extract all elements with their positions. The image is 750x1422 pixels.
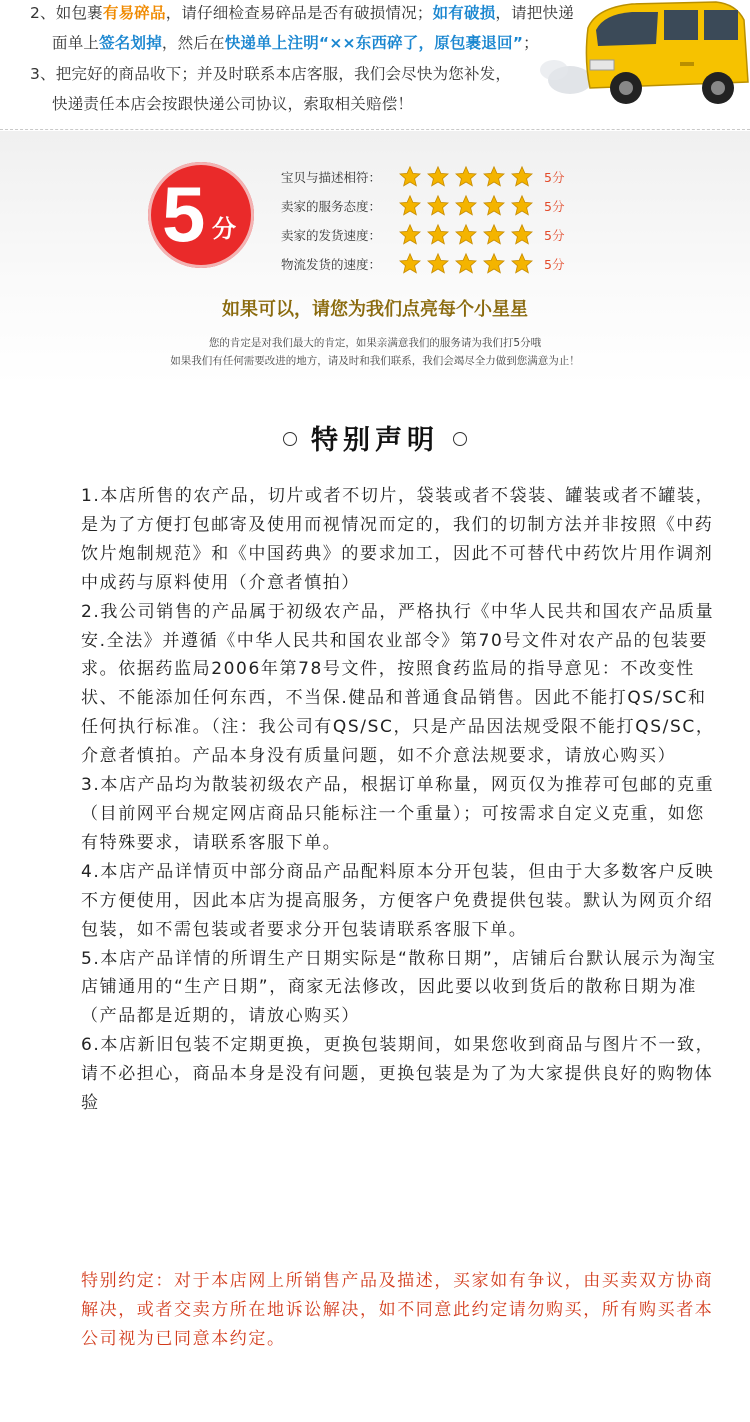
rating-label: 卖家的服务态度： [281, 198, 382, 214]
star-rating [398, 165, 536, 189]
note-highlight: 如有破损 [432, 4, 496, 22]
star-icon [398, 223, 422, 247]
declaration-paragraph: 1.本店所售的农产品，切片或者不切片，袋装或者不袋装、罐装或者不罐装，是为了方便打包邮寄及使用而视情况而定的，我们的切制方法并非按照《中药饮片炮制规范》和《中国药典》的要求加工，因此不可替代中药饮片用作调剂中成药与原料使用（介意者慎拍） [81, 486, 715, 593]
rating-row [281, 220, 564, 249]
star-icon [454, 223, 478, 247]
star-icon [482, 252, 506, 276]
rating-panel [0, 131, 750, 385]
circle-bullet-icon [453, 432, 467, 446]
star-icon [482, 223, 506, 247]
score-badge-unit: 分 [212, 215, 236, 243]
rating-subtext-2: 如果我们有任何需要改进的地方，请及时和我们联系，我们会竭尽全力做到您满意为止！ [170, 355, 580, 367]
declaration-paragraph: 2.我公司销售的产品属于初级农产品，严格执行《中华人民共和国农产品质量安.全法》并遵循《中华人民共和国农业部令》第70号文件对农产品的包装要求。依据药监局2006年第78号文件，按照食药监局的指导意见：不改变性状、不能添加任何东西，不当保.健品和普通食品销售。因此不能打QS/SC和任何执行标准。（注：我公司有QS/SC，只是产品因法规受限不能打QS/SC，介意者慎拍。产品本身没有质量问题，如不介意法规要求，请放心购买） [81, 601, 715, 767]
rating-score: 5分 [544, 169, 565, 185]
star-icon [454, 252, 478, 276]
star-icon [510, 194, 534, 218]
rating-rows [281, 162, 564, 278]
special-agreement: 特别约定：对于本店网上所销售产品及描述，买家如有争议，由买卖双方协商解决，或者交卖方所在地诉讼解决，如不同意此约定请勿购买，所有购买者本公司视为已同意本约定。 [81, 1271, 714, 1349]
rating-label: 卖家的发货速度： [281, 227, 382, 243]
note-highlight: 签名划掉 [99, 34, 162, 52]
star-icon [426, 252, 450, 276]
shipping-note-line-3: 3、把完好的商品收下；并及时联系本店客服，我们会尽快为您补发， [30, 65, 512, 83]
declaration-paragraph: 4.本店产品详情页中部分商品产品配料原本分开包装，但由于大多数客户反映不方便使用，因此本店为提高服务，方便客户免费提供包装。默认为网页介绍包装，如不需包装或者要求分开包装请联系客服下单。 [81, 861, 715, 940]
star-icon [510, 252, 534, 276]
rating-row [281, 249, 564, 278]
declaration-heading [0, 418, 750, 457]
star-icon [398, 252, 422, 276]
shipping-notice [0, 0, 750, 130]
declaration-paragraph: 6.本店新旧包装不定期更换，更换包装期间，如果您收到商品与图片不一致，请不必担心，商品本身是没有问题，更换包装是为了为大家提供良好的购物体验 [81, 1035, 715, 1114]
star-icon [398, 165, 422, 189]
rating-label: 物流发货的速度： [281, 256, 382, 272]
rating-row [281, 162, 564, 191]
note-text: ，请仔细检查易碎品是否有破损情况； [165, 4, 433, 22]
circle-bullet-icon [283, 432, 297, 446]
rating-subtext-1: 您的肯定是对我们最大的肯定，如果亲满意我们的服务请为我们打5分哦 [208, 337, 542, 349]
note-text: 2、如包裹 [30, 4, 103, 22]
declaration-title: 特别声明 [311, 425, 439, 456]
rating-score: 5分 [544, 198, 565, 214]
rating-label: 宝贝与描述相符： [281, 169, 382, 185]
shipping-note-line-1 [30, 2, 574, 24]
star-rating [398, 194, 536, 218]
score-badge-number: 5 [162, 170, 206, 258]
star-icon [426, 194, 450, 218]
note-text: 面单上 [52, 34, 100, 52]
shipping-note-line-2 [52, 32, 539, 54]
note-highlight: 有易碎品 [102, 4, 166, 22]
note-text: ，请把快递 [495, 4, 574, 22]
star-icon [398, 194, 422, 218]
shipping-note-line-4: 快递责任本店会按跟快递公司协议，索取相关赔偿！ [52, 95, 414, 113]
star-icon [426, 165, 450, 189]
star-icon [482, 165, 506, 189]
delivery-van-icon [540, 0, 750, 110]
declaration-body [81, 482, 721, 1118]
star-icon [454, 194, 478, 218]
star-icon [426, 223, 450, 247]
rating-row [281, 191, 564, 220]
note-text: ； [523, 34, 539, 52]
declaration-paragraph: 5.本店产品详情的所谓生产日期实际是“散称日期”，店铺后台默认展示为淘宝店铺通用的“生产日期”，商家无法修改，因此要以收到货后的散称日期为准（产品都是近期的，请放心购买） [81, 948, 717, 1027]
note-text: ，然后在 [161, 34, 225, 52]
note-highlight: 快递单上注明“××东西碎了，原包裹退回” [224, 34, 524, 52]
star-rating [398, 252, 536, 276]
section-divider [0, 129, 750, 130]
star-icon [454, 165, 478, 189]
score-badge [148, 162, 254, 268]
star-icon [510, 223, 534, 247]
declaration-paragraph: 3.本店产品均为散装初级农产品，根据订单称量，网页仅为推荐可包邮的克重（目前网平台规定网店商品只能标注一个重量）；可按需求自定义克重，如您有特殊要求，请联系客服下单。 [81, 775, 715, 853]
star-icon [482, 194, 506, 218]
rating-score: 5分 [544, 256, 565, 272]
rating-score: 5分 [544, 227, 565, 243]
star-rating [398, 223, 536, 247]
rating-slogan: 如果可以，请您为我们点亮每个小星星 [222, 299, 528, 320]
star-icon [510, 165, 534, 189]
